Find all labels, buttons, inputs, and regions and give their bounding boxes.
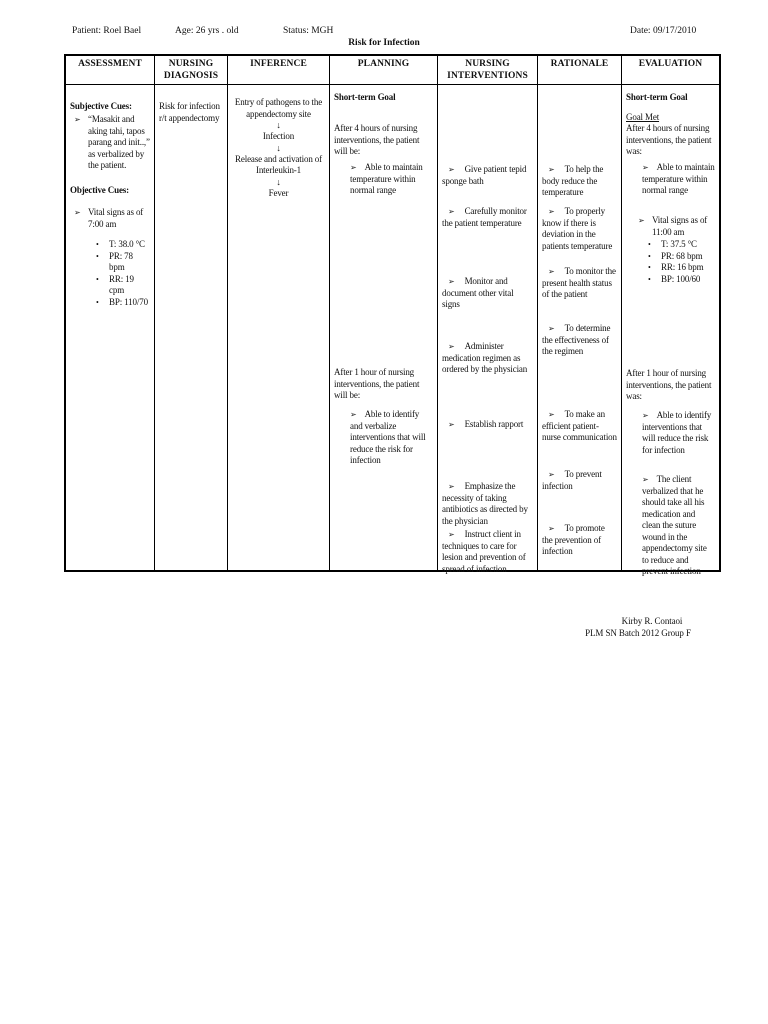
intervention-text: Carefully monitor the patient temperature bbox=[442, 206, 527, 228]
column-header-diagnosis: NURSING DIAGNOSIS bbox=[155, 56, 228, 85]
arrow-bullet-icon: ➢ bbox=[548, 470, 555, 479]
dot-bullet-icon: • bbox=[648, 263, 651, 272]
dot-bullet-icon: • bbox=[96, 274, 99, 284]
arrow-bullet-icon: ➢ bbox=[448, 165, 455, 174]
inference-cell bbox=[228, 85, 330, 570]
rationale-item bbox=[538, 164, 621, 199]
arrow-bullet-icon: ➢ bbox=[74, 115, 81, 124]
rationale-text: To determine the effectiveness of the regimen bbox=[542, 323, 611, 356]
evaluation2-item bbox=[622, 410, 719, 456]
column-header-inference: INFERENCE bbox=[228, 56, 330, 85]
rationale-text: To monitor the present health status of the patient bbox=[542, 266, 616, 299]
goal-met-label: Goal Met bbox=[626, 112, 660, 122]
column-header-planning: PLANNING bbox=[330, 56, 438, 85]
goal-text: Able to maintain temperature within normal range bbox=[350, 162, 423, 195]
arrow-bullet-icon: ➢ bbox=[548, 207, 555, 216]
status-field: Status: MGH bbox=[283, 26, 334, 36]
table-body-row bbox=[66, 85, 719, 576]
vital-temp bbox=[96, 239, 150, 251]
diagnosis-cell bbox=[155, 85, 228, 570]
dot-bullet-icon: • bbox=[648, 240, 651, 249]
column-header-rationale: RATIONALE bbox=[538, 56, 622, 85]
rationale-text: To promote the prevention of infection bbox=[542, 523, 605, 556]
inference-step: Entry of pathogens to the appendectomy site bbox=[234, 97, 323, 119]
arrow-bullet-icon: ➢ bbox=[448, 342, 455, 351]
signature-name: Kirby R. Contaoi bbox=[621, 616, 683, 626]
age-field: Age: 26 yrs . old bbox=[175, 26, 239, 36]
vital-pr bbox=[648, 251, 715, 263]
evaluation2-intro: After 1 hour of nursing interventions, the patient was: bbox=[626, 368, 712, 401]
column-header-evaluation: EVALUATION bbox=[622, 56, 719, 85]
dot-bullet-icon: • bbox=[96, 297, 99, 307]
column-header-assessment: ASSESSMENT bbox=[66, 56, 155, 85]
subjective-cues-heading: Subjective Cues: bbox=[70, 101, 132, 111]
vital-rr bbox=[648, 262, 715, 274]
inference-step: Infection bbox=[262, 131, 295, 141]
arrow-bullet-icon: ➢ bbox=[548, 324, 555, 333]
interventions-cell bbox=[438, 85, 538, 574]
vital-bp bbox=[96, 297, 150, 309]
vital-rr bbox=[96, 274, 150, 297]
evaluation-text: Able to maintain temperature within normal range bbox=[642, 162, 715, 195]
intervention-text: Emphasize the necessity of taking antibiotics as directed by the physician bbox=[442, 481, 528, 526]
evaluation-vitals-list bbox=[622, 239, 719, 285]
evaluation-vitals-intro bbox=[622, 215, 719, 238]
rationale-item bbox=[538, 206, 621, 252]
signature-group: PLM SN Batch 2012 Group F bbox=[585, 628, 691, 638]
planning-heading: Short-term Goal bbox=[334, 92, 396, 102]
intervention-item bbox=[438, 419, 537, 431]
vital-value: PR: 78 bpm bbox=[109, 250, 133, 272]
vital-value: PR: 68 bpm bbox=[661, 250, 703, 261]
arrow-bullet-icon: ➢ bbox=[448, 530, 455, 539]
planning-goal2-intro: After 1 hour of nursing interventions, the patient will be: bbox=[334, 367, 420, 400]
arrow-bullet-icon: ➢ bbox=[448, 207, 455, 216]
arrow-bullet-icon: ➢ bbox=[350, 163, 357, 172]
down-arrow-icon: ↓ bbox=[276, 142, 281, 153]
vital-bp bbox=[648, 274, 715, 286]
evaluation-heading: Short-term Goal bbox=[626, 92, 688, 102]
arrow-bullet-icon: ➢ bbox=[548, 165, 555, 174]
rationale-cell bbox=[538, 85, 622, 570]
rationale-item bbox=[538, 266, 621, 301]
vital-value: BP: 110/70 bbox=[109, 296, 148, 307]
arrow-bullet-icon: ➢ bbox=[548, 267, 555, 276]
intervention-item bbox=[438, 529, 537, 575]
arrow-bullet-icon: ➢ bbox=[642, 475, 649, 484]
arrow-bullet-icon: ➢ bbox=[74, 208, 81, 217]
intervention-item bbox=[438, 164, 537, 187]
rationale-text: To properly know if there is deviation in the patients temperature bbox=[542, 206, 613, 251]
dot-bullet-icon: • bbox=[96, 240, 99, 249]
inference-chain bbox=[228, 97, 329, 199]
inference-step: Release and activation of Interleukin-1 bbox=[235, 153, 322, 175]
subjective-quote bbox=[66, 114, 154, 172]
intervention-text: Monitor and document other vital signs bbox=[442, 276, 514, 309]
dot-bullet-icon: • bbox=[96, 251, 99, 261]
dot-bullet-icon: • bbox=[648, 251, 651, 261]
intervention-item bbox=[438, 341, 537, 376]
vitals-list bbox=[66, 239, 154, 308]
planning-goal1-intro: After 4 hours of nursing interventions, the patient will be: bbox=[334, 123, 420, 156]
arrow-bullet-icon: ➢ bbox=[548, 410, 555, 419]
inference-step: Fever bbox=[268, 187, 289, 198]
planning-goal1-item bbox=[330, 162, 437, 197]
arrow-bullet-icon: ➢ bbox=[448, 277, 455, 286]
arrow-bullet-icon: ➢ bbox=[642, 411, 649, 420]
dot-bullet-icon: • bbox=[648, 274, 651, 284]
rationale-item bbox=[538, 523, 621, 558]
arrow-bullet-icon: ➢ bbox=[448, 482, 455, 491]
evaluation-cell bbox=[622, 85, 719, 576]
vitals-intro-text: Vital signs as of 7:00 am bbox=[88, 207, 144, 229]
evaluation1-item bbox=[622, 162, 719, 197]
rationale-text: To help the body reduce the temperature bbox=[542, 164, 604, 197]
evaluation2-item2 bbox=[622, 474, 719, 578]
arrow-bullet-icon: ➢ bbox=[638, 216, 645, 225]
subjective-quote-text: “Masakit and aking tahi, tapos parang and init..,” as verbalized by the patient. bbox=[88, 114, 150, 170]
assessment-cell bbox=[66, 85, 155, 570]
down-arrow-icon: ↓ bbox=[276, 120, 281, 130]
vital-pr bbox=[96, 251, 150, 274]
vitals-intro bbox=[66, 207, 154, 230]
intervention-text: Instruct client in techniques to care for lesion and prevention of spread of infection bbox=[442, 529, 526, 574]
table-header-row bbox=[66, 56, 719, 85]
arrow-bullet-icon: ➢ bbox=[548, 524, 555, 533]
vital-value: RR: 19 cpm bbox=[109, 273, 134, 295]
intervention-item bbox=[438, 481, 537, 527]
evaluation1-intro: After 4 hours of nursing interventions, the patient was: bbox=[626, 123, 712, 156]
rationale-item bbox=[538, 323, 621, 358]
goal-text: Able to identify and verbalize interventions that will reduce the risk for infection bbox=[350, 409, 426, 465]
intervention-item bbox=[438, 276, 537, 311]
column-header-interventions: NURSING INTERVENTIONS bbox=[438, 56, 538, 85]
planning-goal2-item bbox=[330, 409, 437, 467]
arrow-bullet-icon: ➢ bbox=[350, 410, 357, 419]
evaluation-text: Able to identify interventions that will reduce the risk for infection bbox=[642, 410, 712, 455]
care-plan-table bbox=[64, 54, 721, 576]
arrow-bullet-icon: ➢ bbox=[448, 420, 455, 429]
vital-value: BP: 100/60 bbox=[661, 273, 701, 284]
rationale-text: To prevent infection bbox=[542, 469, 602, 491]
date-field: Date: 09/17/2010 bbox=[630, 26, 697, 36]
vital-value: T: 38.0 °C bbox=[109, 239, 145, 249]
objective-cues-heading: Objective Cues: bbox=[70, 185, 129, 195]
intervention-text: Administer medication regimen as ordered by the physician bbox=[442, 341, 528, 374]
signature-block bbox=[563, 615, 713, 639]
document-title: Risk for Infection bbox=[348, 38, 420, 48]
vital-value: RR: 16 bpm bbox=[661, 262, 704, 272]
down-arrow-icon: ↓ bbox=[276, 176, 281, 187]
vital-temp bbox=[648, 239, 715, 251]
diagnosis-text: Risk for infection r/t appendectomy bbox=[159, 101, 220, 123]
vitals-intro-text: Vital signs as of 11:00 am bbox=[652, 215, 708, 237]
intervention-text: Give patient tepid sponge bath bbox=[442, 164, 527, 186]
evaluation-text: The client verbalized that he should take all his medication and clean the suture wound in the appendectomy site to reduce and prevent infection bbox=[642, 474, 707, 576]
rationale-item bbox=[538, 469, 621, 492]
patient-field: Patient: Roel Bael bbox=[72, 26, 142, 36]
rationale-text: To make an efficient patient-nurse communication bbox=[542, 409, 617, 442]
vital-value: T: 37.5 °C bbox=[661, 239, 697, 249]
intervention-item bbox=[438, 206, 537, 229]
planning-cell bbox=[330, 85, 438, 570]
rationale-item bbox=[538, 409, 621, 444]
intervention-text: Establish rapport bbox=[464, 419, 524, 429]
arrow-bullet-icon: ➢ bbox=[642, 163, 649, 172]
